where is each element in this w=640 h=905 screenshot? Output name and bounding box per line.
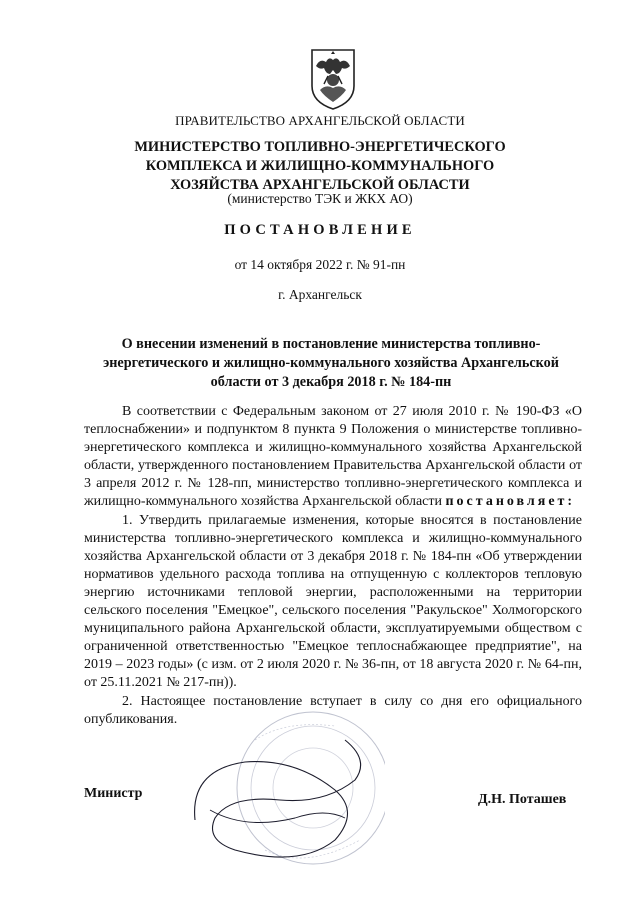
item-1-paragraph: 1. Утвердить прилагаемые изменения, которые вносятся в постановление министерства топливно-энергетического комплекса и жилищно-коммунального хозяйства Архангельской области от 3 декабря 2018 г. № 184-пн «Об утверждении нормативов удельного расхода топлива на отпущенную с коллекторов тепловую энергию источниками тепловой энергии, расположенными на территории сельского поселения "Емецкое", сельского поселения "Ракульское" Холмогорского муниципального района Архангельской области, эксплуатируемыми обществом с ограниченной ответственностью "Емецкое теплоснабжающее предприятие", на 2019 – 2023 годы» (с изм. от 2 июля 2020 г. № 36-пн, от 18 августа 2020 г. № 64-пн, от 25.11.2021 № 217-пн)). [84,512,582,691]
title-line: энергетического и жилищно-коммунального хозяйства Архангельской [103,355,559,371]
document-body [84,403,582,729]
preamble-paragraph [84,403,582,512]
ministry-abbreviation: (министерство ТЭК и ЖКХ АО) [227,191,413,206]
signature-position: Министр [84,786,143,801]
government-heading: ПРАВИТЕЛЬСТВО АРХАНГЕЛЬСКОЙ ОБЛАСТИ [175,113,465,128]
document-type: ПОСТАНОВЛЕНИЕ [224,222,416,238]
ministry-line: ХОЗЯЙСТВА АРХАНГЕЛЬСКОЙ ОБЛАСТИ [170,177,470,193]
document-city: г. Архангельск [278,287,362,302]
coat-of-arms-icon [306,46,360,112]
item-2-paragraph: 2. Настоящее постановление вступает в силу со дня его официального опубликования. [84,693,582,727]
preamble-text: В соответствии с Федеральным законом от 27 июля 2010 г. № 190-ФЗ «О теплоснабжении» и подпунктом 8 пункта 9 Положения о министерстве топливно-энергетического комплекса и жилищно-коммунального хозяйства Архангельской области, утвержденного постановлением Правительства Архангельской области от 3 апреля 2012 г. № 128-пп, министерство топливно-энергетического комплекса и жилищно-коммунального хозяйства Архангельской области [84,404,582,510]
ministry-line: КОМПЛЕКСА И ЖИЛИЩНО-КОММУНАЛЬНОГО [145,158,495,174]
title-line: О внесении изменений в постановление министерства топливно- [121,336,541,352]
resolves-word: постановляет: [445,494,576,510]
document-date-number: от 14 октября 2022 г. № 91-пн [234,257,406,272]
ministry-heading [0,138,640,195]
stamp-and-signature [185,700,385,890]
ministry-line: МИНИСТЕРСТВО ТОПЛИВНО-ЭНЕРГЕТИЧЕСКОГО [134,139,506,155]
signature-name: Д.Н. Поташев [478,792,567,807]
title-line: области от 3 декабря 2018 г. № 184-пн [210,374,452,390]
document-title [70,335,592,392]
